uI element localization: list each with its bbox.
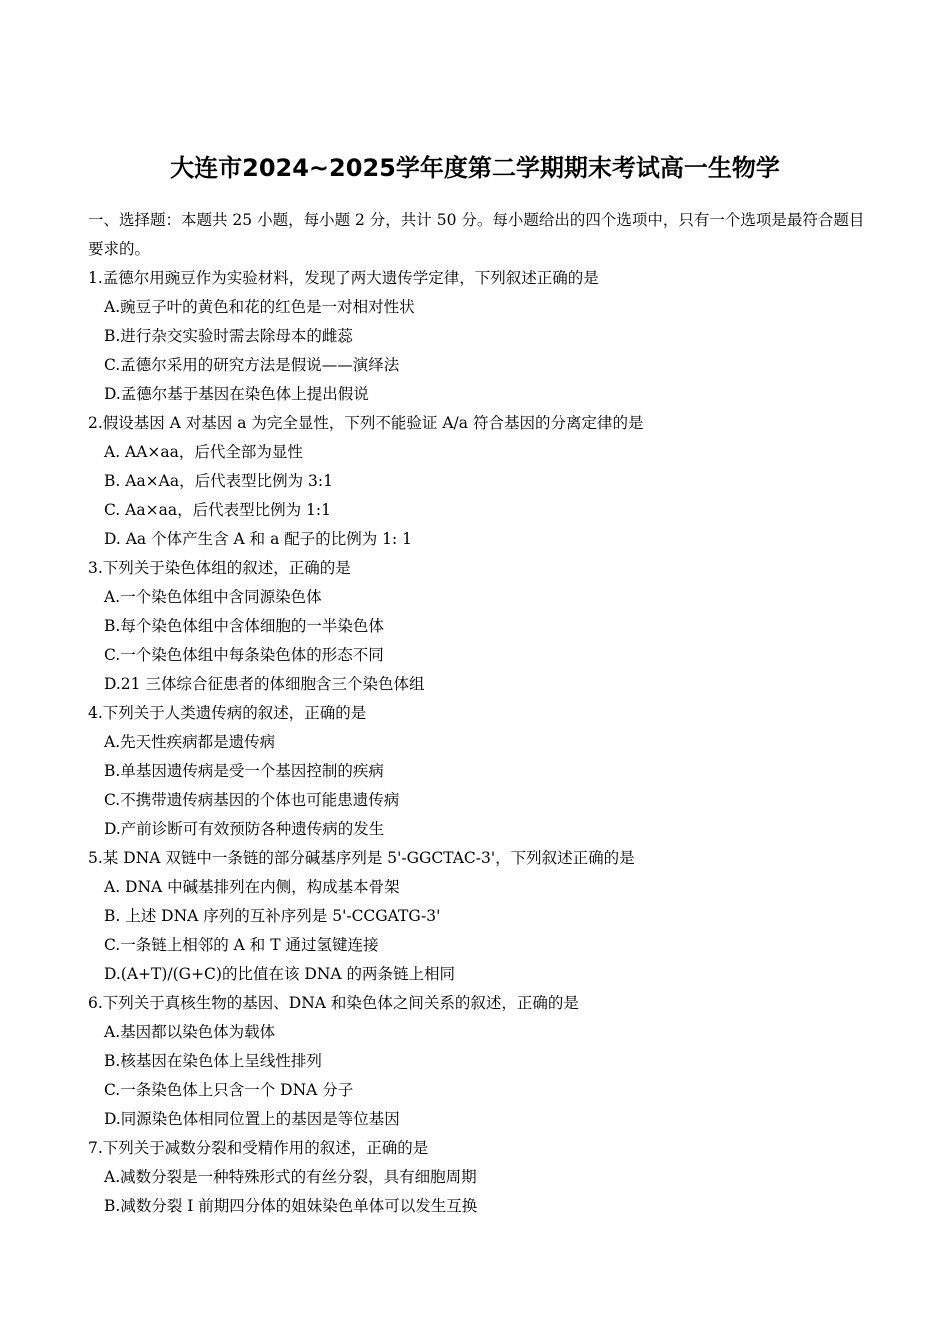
answer-option: B.减数分裂 I 前期四分体的姐妹染色单体可以发生互换 — [104, 1197, 478, 1215]
answer-option: D.(A+T)/(G+C)的比值在该 DNA 的两条链上相同 — [104, 965, 455, 983]
answer-option: A.一个染色体组中含同源染色体 — [104, 588, 322, 606]
answer-option: A.基因都以染色体为载体 — [104, 1023, 276, 1041]
answer-option: D.同源染色体相同位置上的基因是等位基因 — [104, 1110, 400, 1128]
answer-option: A. DNA 中碱基排列在内侧，构成基本骨架 — [104, 878, 400, 896]
document-title: 大连市2024~2025学年度第二学期期末考试高一生物学 — [170, 154, 780, 182]
question-item — [88, 699, 868, 844]
question-stem: 3.下列关于染色体组的叙述，正确的是 — [88, 559, 351, 577]
answer-option: C.不携带遗传病基因的个体也可能患遗传病 — [104, 791, 400, 809]
document-body — [88, 206, 868, 1221]
section-intro: 一、选择题：本题共 25 小题，每小题 2 分，共计 50 分。每小题给出的四个选项中，只有一个选项是最符合题目要求的。 — [88, 211, 865, 258]
answer-option: B.核基因在染色体上呈线性排列 — [104, 1052, 322, 1070]
question-stem: 4.下列关于人类遗传病的叙述，正确的是 — [88, 704, 367, 722]
question-item — [88, 1134, 868, 1221]
answer-option: D. Aa 个体产生含 A 和 a 配子的比例为 1: 1 — [104, 530, 413, 548]
answer-option: B.单基因遗传病是受一个基因控制的疾病 — [104, 762, 384, 780]
question-stem: 5.某 DNA 双链中一条链的部分碱基序列是 5'-GGCTAC-3'，下列叙述正确的是 — [88, 849, 635, 867]
answer-option: D.孟德尔基于基因在染色体上提出假说 — [104, 385, 369, 403]
answer-option: B. Aa×Aa，后代表型比例为 3:1 — [104, 472, 333, 490]
answer-option: A.先天性疾病都是遗传病 — [104, 733, 276, 751]
question-item — [88, 554, 868, 699]
answer-option: A.豌豆子叶的黄色和花的红色是一对相对性状 — [104, 298, 415, 316]
question-item — [88, 844, 868, 989]
answer-option: C.一条链上相邻的 A 和 T 通过氢键连接 — [104, 936, 379, 954]
answer-option: C. Aa×aa，后代表型比例为 1:1 — [104, 501, 331, 519]
answer-option: C.一个染色体组中每条染色体的形态不同 — [104, 646, 384, 664]
answer-option: D.21 三体综合征患者的体细胞含三个染色体组 — [104, 675, 425, 693]
answer-option: D.产前诊断可有效预防各种遗传病的发生 — [104, 820, 385, 838]
question-stem: 7.下列关于减数分裂和受精作用的叙述，正确的是 — [88, 1139, 429, 1157]
answer-option: B.每个染色体组中含体细胞的一半染色体 — [104, 617, 384, 635]
answer-option: A.减数分裂是一种特殊形式的有丝分裂，具有细胞周期 — [104, 1168, 477, 1186]
question-list — [88, 264, 868, 1221]
answer-option: B. 上述 DNA 序列的互补序列是 5'-CCGATG-3' — [104, 907, 441, 925]
answer-option: C.一条染色体上只含一个 DNA 分子 — [104, 1081, 354, 1099]
question-stem: 2.假设基因 A 对基因 a 为完全显性，下列不能验证 A/a 符合基因的分离定律的是 — [88, 414, 644, 432]
answer-option: A. AA×aa，后代全部为显性 — [104, 443, 303, 461]
answer-option: C.孟德尔采用的研究方法是假说——演绎法 — [104, 356, 400, 374]
question-item — [88, 989, 868, 1134]
answer-option: B.进行杂交实验时需去除母本的雌蕊 — [104, 327, 353, 345]
question-stem: 1.孟德尔用豌豆作为实验材料，发现了两大遗传学定律，下列叙述正确的是 — [88, 269, 599, 287]
question-item — [88, 264, 868, 409]
question-stem: 6.下列关于真核生物的基因、DNA 和染色体之间关系的叙述，正确的是 — [88, 994, 579, 1012]
question-item — [88, 409, 868, 554]
